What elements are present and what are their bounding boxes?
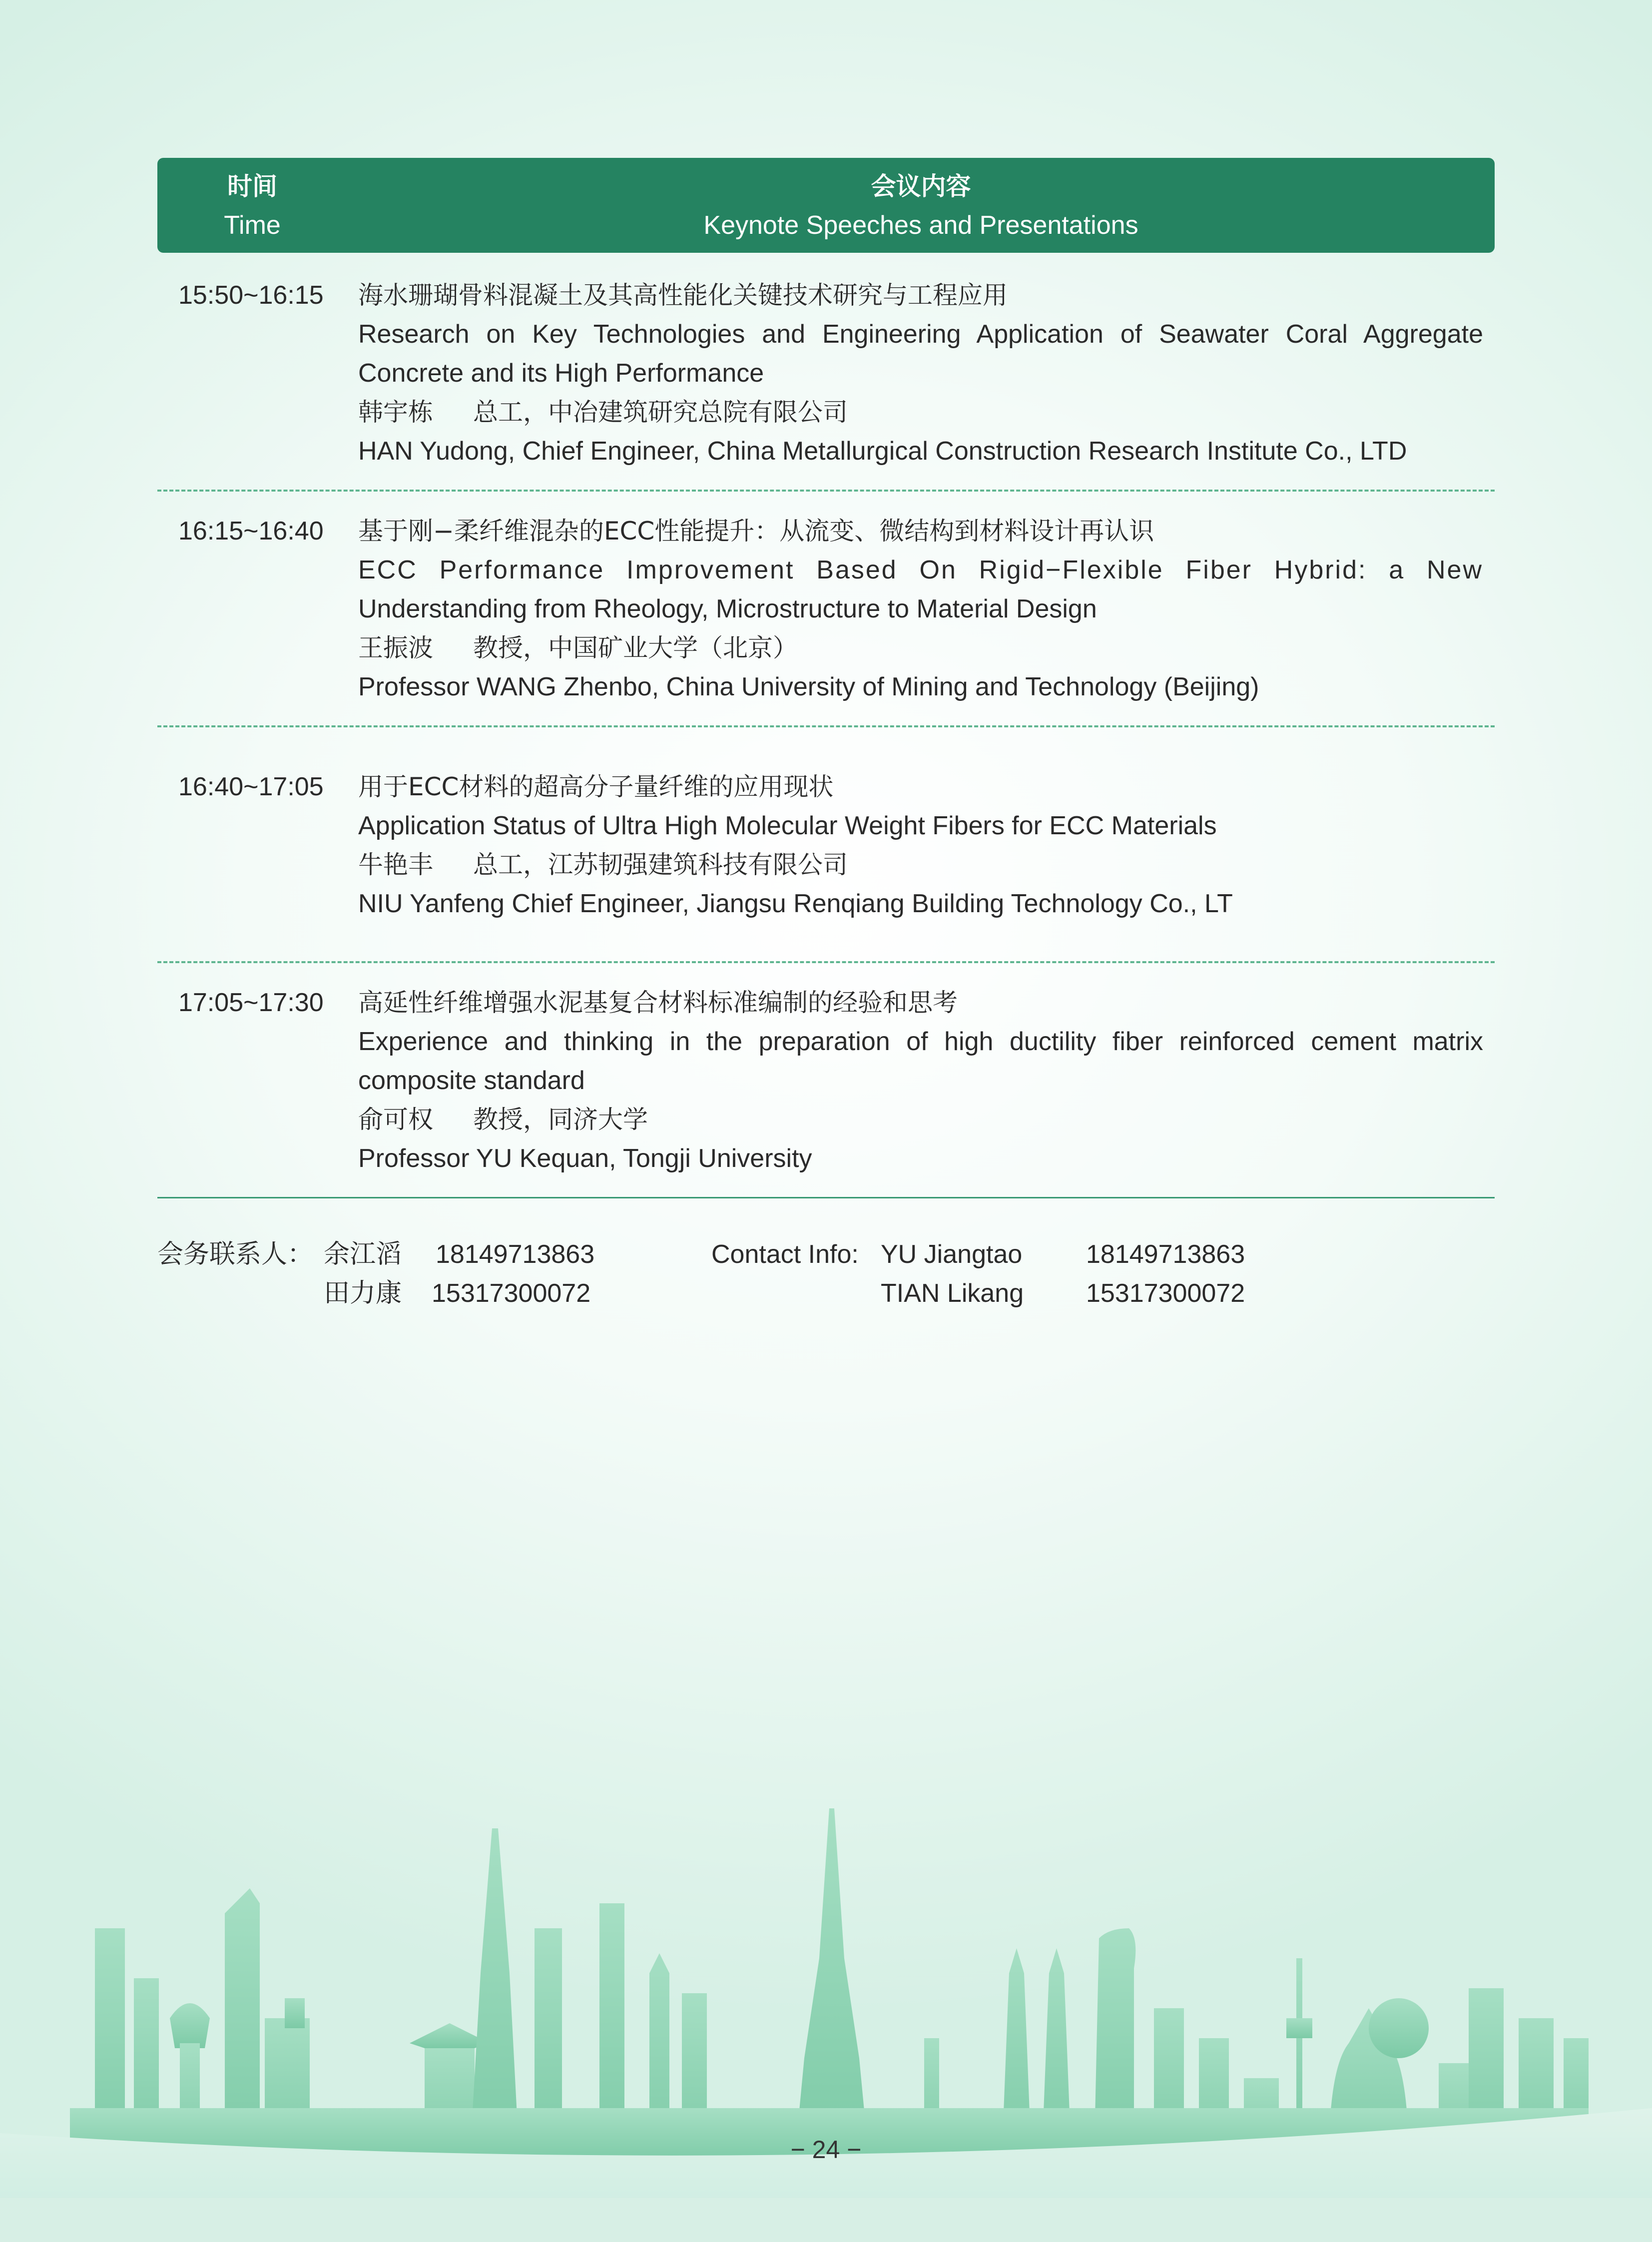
session-title-en-cont: Concrete and its High Performance: [358, 359, 764, 388]
session-time: 15:50~16:15: [178, 281, 324, 310]
session-time: 16:40~17:05: [178, 772, 324, 801]
session-title-en: Application Status of Ultra High Molecular Weight Fibers for ECC Materials: [358, 811, 1217, 840]
session-title-zh: 高延性纤维增强水泥基复合材料标准编制的经验和思考: [358, 988, 958, 1017]
session-title-en: ECC Performance Improvement Based On Rigid−Flexible Fiber Hybrid: a New: [358, 556, 1483, 584]
speaker-zh: [358, 845, 1483, 884]
session-divider: [157, 725, 1495, 727]
contact-name-zh: 田力康: [324, 1279, 402, 1308]
contact-phone: 15317300072: [1086, 1279, 1245, 1308]
schedule-bottom-rule: [157, 1197, 1495, 1198]
header-content-zh: 会议内容: [871, 172, 971, 201]
session-body: [358, 276, 1483, 471]
contact-phone: 18149713863: [436, 1240, 595, 1269]
header-content-column: [347, 167, 1495, 245]
session-divider: [157, 961, 1495, 963]
page-number: − 24 −: [790, 2136, 862, 2164]
contact-label-zh: 会务联系人：: [157, 1240, 314, 1269]
speaker-en: HAN Yudong, Chief Engineer, China Metallurgical Construction Research Institute Co., LTD: [358, 437, 1407, 466]
speaker-role-zh: 教授，中国矿业大学（北京）: [473, 633, 798, 662]
city-skyline-illustration: [0, 1808, 1652, 2242]
speaker-role-zh: 教授，同济大学: [473, 1105, 648, 1134]
contact-name-zh: 余江滔: [324, 1240, 402, 1269]
speaker-name-zh: 王振波: [358, 633, 433, 662]
speaker-en: NIU Yanfeng Chief Engineer, Jiangsu Renqiang Building Technology Co., LT: [358, 889, 1233, 918]
session-body: [358, 767, 1483, 923]
contact-name-en: YU Jiangtao: [881, 1240, 1023, 1269]
session-time: 16:15~16:40: [178, 517, 324, 546]
speaker-role-zh: 总工，中冶建筑研究总院有限公司: [473, 398, 848, 427]
contact-label-en: Contact Info:: [711, 1240, 859, 1269]
session-title-en: Research on Key Technologies and Engineering Application of Seawater Coral Aggregate: [358, 320, 1483, 349]
header-content-en: Keynote Speeches and Presentations: [703, 211, 1138, 240]
session-title-zh: 基于刚−柔纤维混杂的ECC性能提升：从流变、微结构到材料设计再认识: [358, 517, 1154, 546]
speaker-role-zh: 总工，江苏韧强建筑科技有限公司: [473, 850, 848, 879]
header-time-en: Time: [224, 211, 281, 240]
header-time-zh: 时间: [227, 172, 277, 201]
contact-phone: 15317300072: [432, 1279, 591, 1308]
speaker-zh: [358, 628, 1483, 667]
session-title-en-cont: Understanding from Rheology, Microstructure to Material Design: [358, 594, 1097, 623]
session-body: [358, 983, 1483, 1178]
session-title-en-cont: composite standard: [358, 1066, 585, 1095]
schedule-header: [157, 158, 1495, 253]
speaker-name-zh: 牛艳丰: [358, 850, 433, 879]
session-title-zh: 用于ECC材料的超高分子量纤维的应用现状: [358, 772, 834, 801]
contact-name-en: TIAN Likang: [881, 1279, 1024, 1308]
speaker-en: Professor WANG Zhenbo, China University of Mining and Technology (Beijing): [358, 672, 1259, 701]
speaker-name-zh: 韩宇栋: [358, 398, 433, 427]
header-time-column: [157, 167, 347, 245]
session-title-zh: 海水珊瑚骨料混凝土及其高性能化关键技术研究与工程应用: [358, 281, 1008, 310]
speaker-en: Professor YU Kequan, Tongji University: [358, 1144, 812, 1173]
contact-phone: 18149713863: [1086, 1240, 1245, 1269]
speaker-zh: [358, 1100, 1483, 1139]
session-body: [358, 512, 1483, 706]
session-divider: [157, 490, 1495, 492]
speaker-name-zh: 俞可权: [358, 1105, 433, 1134]
speaker-zh: [358, 393, 1483, 432]
session-title-en: Experience and thinking in the preparation of high ductility fiber reinforced cement matrix: [358, 1027, 1483, 1056]
session-time: 17:05~17:30: [178, 988, 324, 1017]
